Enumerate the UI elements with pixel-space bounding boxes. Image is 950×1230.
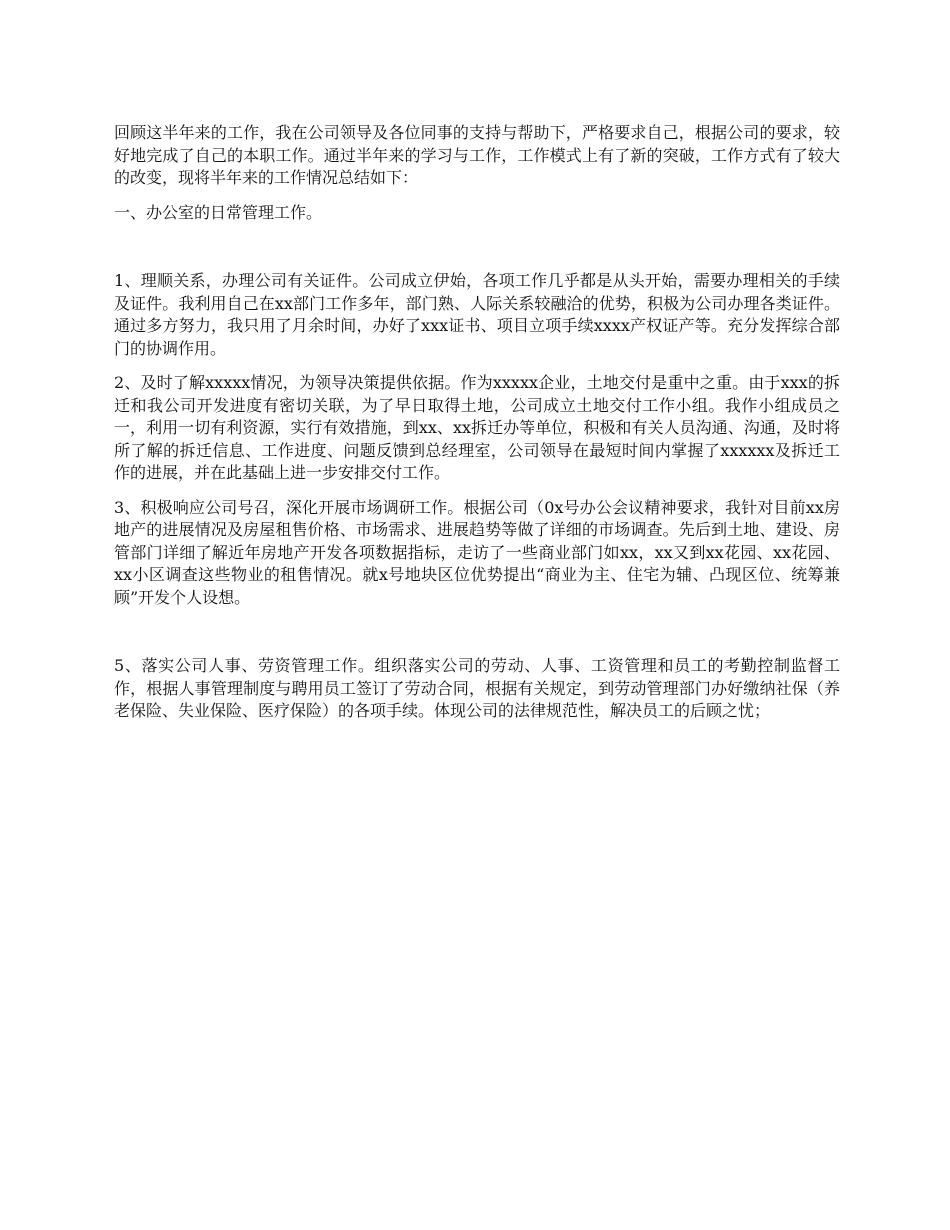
item-5-paragraph: 5、落实公司人事、劳资管理工作。组织落实公司的劳动、人事、工资管理和员工的考勤控制监督工作，根据人事管理制度与聘用员工签订了劳动合同，根据有关规定，到劳动管理部门办好缴纳社保（养老保险、失业保险、医疗保险）的各项手续。体现公司的法律规范性，解决员工的后顾之忧； bbox=[114, 656, 840, 720]
item-3-paragraph: 3、积极响应公司号召，深化开展市场调研工作。根据公司（0x号办公会议精神要求，我针对目前xx房地产的进展情况及房屋租售价格、市场需求、进展趋势等做了详细的市场调查。先后到土地、建设、房管部门详细了解近年房地产开发各项数据指标，走访了一些商业部门如xx，xx又到xx花园、xx花园、xx小区调查这些物业的租售情况。就x号地块区位优势提出“商业为主、住宅为辅、凸现区位、统筹兼顾”开发个人设想。 bbox=[114, 497, 840, 607]
blank-space bbox=[114, 236, 840, 270]
intro-paragraph: 回顾这半年来的工作，我在公司领导及各位同事的支持与帮助下，严格要求自己，根据公司的要求，较好地完成了自己的本职工作。通过半年来的学习与工作，工作模式上有了新的突破，工作方式有了较大的改变，现将半年来的工作情况总结如下： bbox=[114, 123, 840, 187]
item-2-paragraph: 2、及时了解xxxxx情况，为领导决策提供依据。作为xxxxx企业，土地交付是重中之重。由于xxx的拆迁和我公司开发进度有密切关联，为了早日取得土地，公司成立土地交付工作小组。我作小组成员之一，利用一切有利资源，实行有效措施，到xx、xx拆迁办等单位，积极和有关人员沟通、沟通，及时将所了解的拆迁信息、工作进度、问题反馈到总经理室，公司领导在最短时间内掌握了xxxxxx及拆迁工作的进展，并在此基础上进一步安排交付工作。 bbox=[114, 373, 840, 482]
blank-space bbox=[114, 621, 840, 655]
section-heading: 一、办公室的日常管理工作。 bbox=[114, 202, 323, 222]
document-body bbox=[114, 122, 840, 735]
item-1-paragraph: 1、理顺关系，办理公司有关证件。公司成立伊始，各项工作几乎都是从头开始，需要办理相关的手续及证件。我利用自己在xx部门工作多年，部门熟、人际关系较融洽的优势，积极为公司办理各类证件。通过多方努力，我只用了月余时间，办好了xxx证书、项目立项手续xxxx产权证产等。充分发挥综合部门的协调作用。 bbox=[114, 271, 840, 358]
